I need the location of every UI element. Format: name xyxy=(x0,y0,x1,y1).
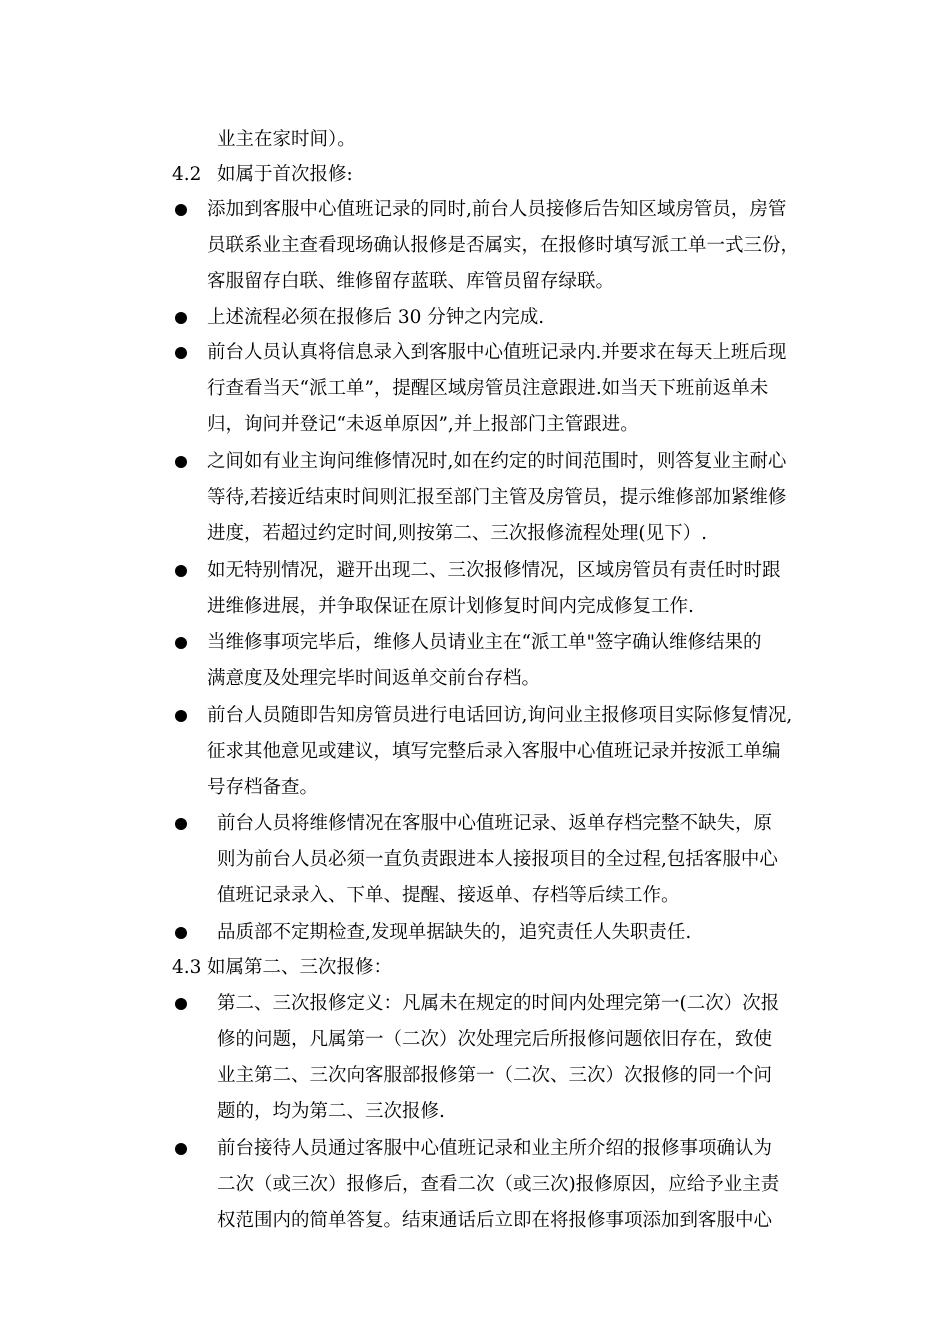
text-line: 则为前台人员必须一直负责跟进本人接报项目的全过程,包括客服中心 xyxy=(217,849,778,870)
section-number: 4.2 xyxy=(172,164,202,185)
bullet-icon xyxy=(175,347,187,359)
text-line: 业主第二、三次向客服部报修第一（二次、三次）次报修的同一个问 xyxy=(217,1065,773,1086)
bullet-icon xyxy=(175,565,187,577)
text-line: 进维修进展，并争取保证在原计划修复时间内完成修复工作. xyxy=(207,596,694,617)
text-line: 征求其他意见或建议，填写完整后录入客服中心值班记录并按派工单编 xyxy=(207,741,781,762)
text-line: 满意度及处理完毕时间返单交前台存档。 xyxy=(207,668,541,689)
bullet-icon xyxy=(175,927,187,939)
text-line: 添加到客服中心值班记录的同时,前台人员接修后告知区域房管员，房管 xyxy=(207,199,787,220)
bullet-icon xyxy=(175,637,187,649)
text-line: 第二、三次报修定义：凡属未在规定的时间内处理完第一(二次）次报 xyxy=(217,993,780,1014)
section-number: 4.3 xyxy=(172,957,202,978)
text-line: 如无特别情况，避开出现二、三次报修情况，区域房管员有责任时时跟 xyxy=(207,560,781,581)
section-heading: 如属于首次报修: xyxy=(217,164,353,185)
continuation-line: 业主在家时间）。 xyxy=(217,129,356,150)
text-line: 前台人员认真将信息录入到客服中心值班记录内.并要求在每天上班后现 xyxy=(207,342,787,363)
text-line: 当维修事项完毕后，维修人员请业主在“派工单"签字确认维修结果的 xyxy=(207,632,762,653)
text-line: 权范围内的简单答复。结束通话后立即在将报修事项添加到客服中心 xyxy=(217,1210,773,1231)
text-line: 进度，若超过约定时间,则按第二、三次报修流程处理(见下）. xyxy=(207,523,707,544)
bullet-icon xyxy=(175,998,187,1010)
bullet-icon xyxy=(175,710,187,722)
bullet-icon xyxy=(175,312,187,324)
text-line: 二次（或三次）报修后，查看二次（或三次)报修原因，应给予业主责 xyxy=(217,1174,780,1195)
text-line: 等待,若接近结束时间则汇报至部门主管及房管员，提示维修部加紧维修 xyxy=(207,487,787,508)
text-line: 前台人员将维修情况在客服中心值班记录、返单存档完整不缺失，原 xyxy=(217,813,773,834)
text-line: 上述流程必须在报修后 30 分钟之内完成. xyxy=(207,307,545,328)
text-line: 前台人员随即告知房管员进行电话回访,询问业主报修项目实际修复情况, xyxy=(207,705,793,726)
text-line: 号存档备查。 xyxy=(207,777,319,798)
bullet-icon xyxy=(175,1143,187,1155)
text-line: 前台接待人员通过客服中心值班记录和业主所介绍的报修事项确认为 xyxy=(217,1138,773,1159)
text-line: 客服留存白联、维修留存蓝联、库管员留存绿联。 xyxy=(207,271,615,292)
text-line: 题的，均为第二、三次报修. xyxy=(217,1101,445,1122)
bullet-icon xyxy=(175,818,187,830)
text-line: 之间如有业主询问维修情况时,如在约定的时间范围时，则答复业主耐心 xyxy=(207,451,787,472)
text-line: 品质部不定期检查,发现单据缺失的，追究责任人失职责任. xyxy=(217,922,692,943)
section-heading: 如属第二、三次报修： xyxy=(207,957,393,978)
text-line: 员联系业主查看现场确认报修是否属实，在报修时填写派工单一式三份， xyxy=(207,235,800,256)
bullet-icon xyxy=(175,456,187,468)
text-line: 归，询问并登记“未返单原因”,并上报部门主管跟进。 xyxy=(207,414,639,435)
text-line: 修的问题，凡属第一（二次）次处理完后所报修问题依旧存在，致使 xyxy=(217,1029,773,1050)
text-line: 行查看当天“派工单”，提醒区域房管员注意跟进.如当天下班前返单未 xyxy=(207,378,769,399)
text-line: 值班记录录入、下单、提醒、接返单、存档等后续工作。 xyxy=(217,885,680,906)
bullet-icon xyxy=(175,204,187,216)
